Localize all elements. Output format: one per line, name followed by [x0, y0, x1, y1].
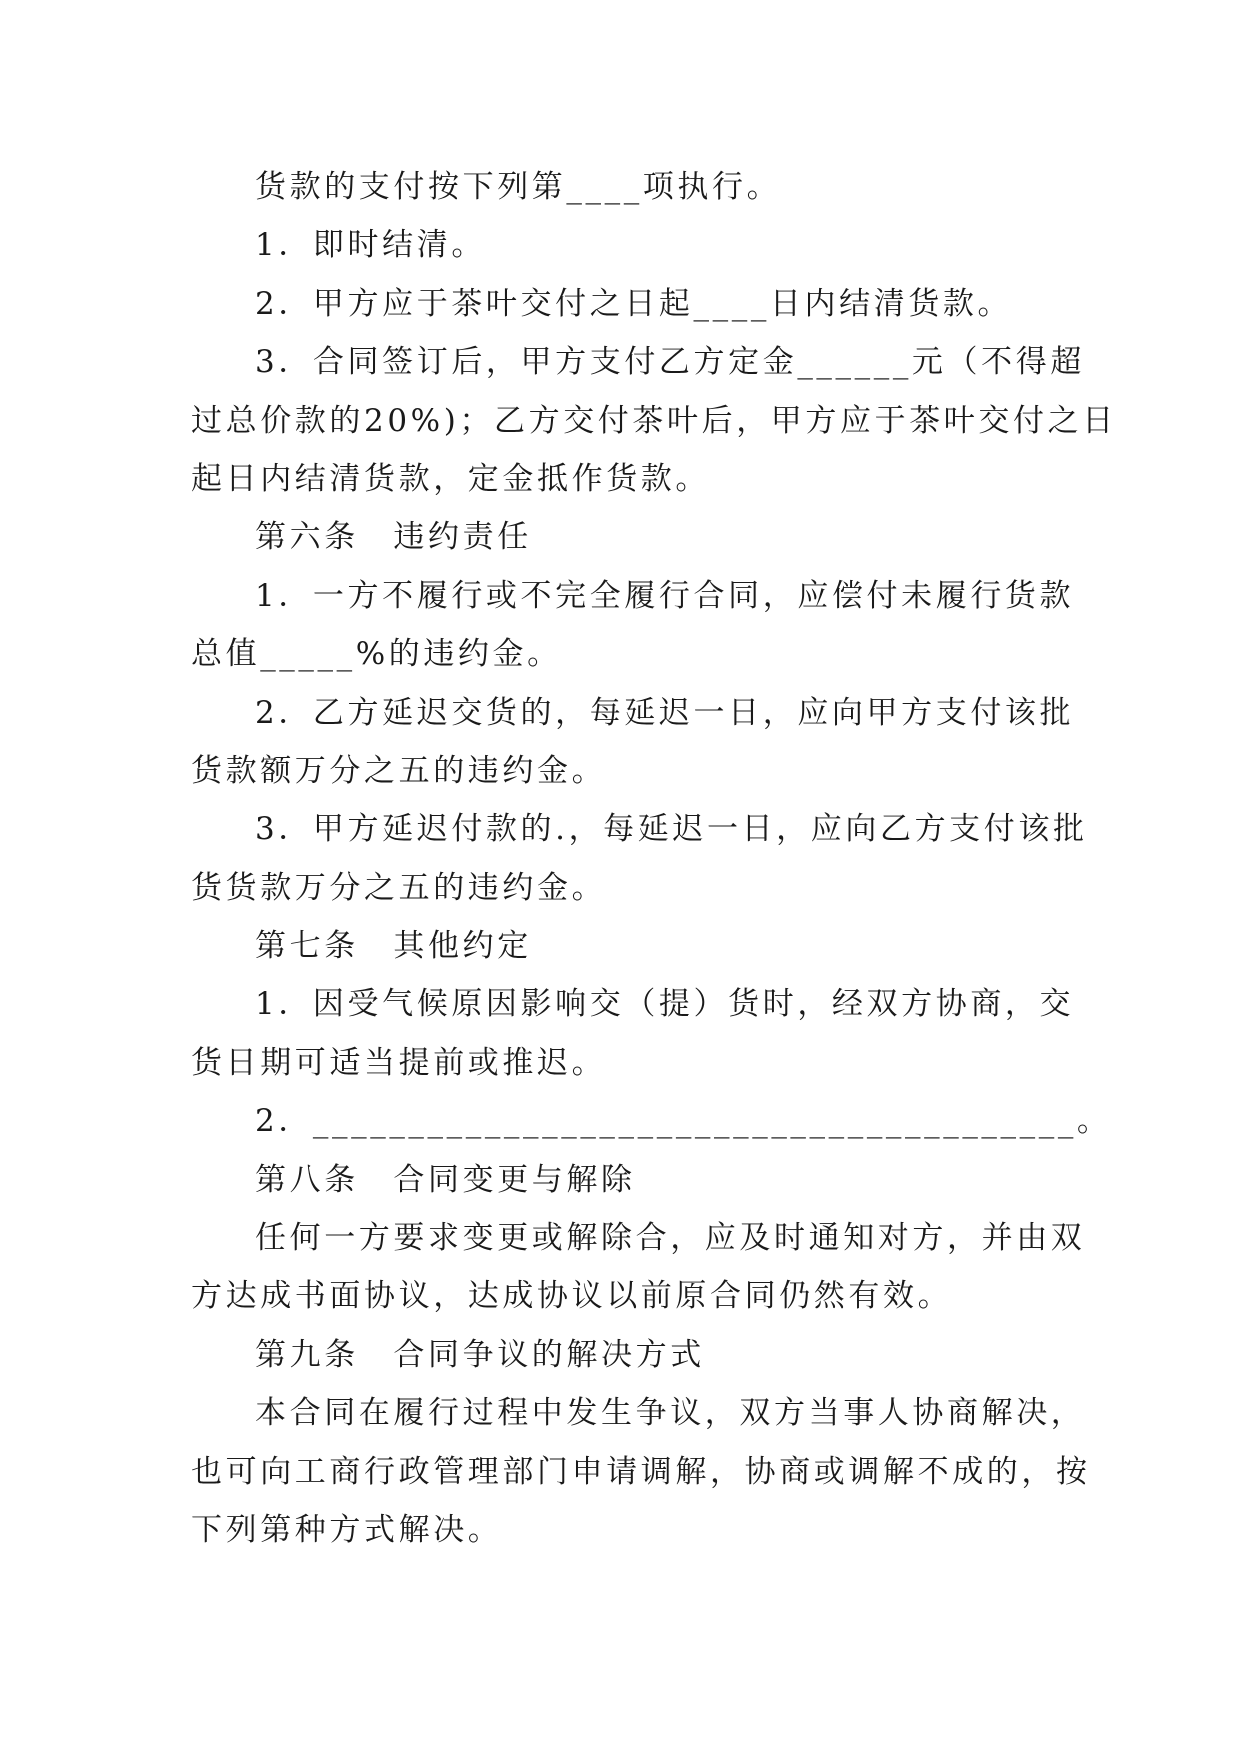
article-8-heading: 第八条 合同变更与解除	[255, 1161, 636, 1198]
payment-option-3: 3．合同签订后，甲方支付乙方定金______元（不得超	[255, 344, 1085, 381]
liability-item-3: 3．甲方延迟付款的.，每延迟一日，应向乙方支付该批	[255, 811, 1088, 848]
liability-item-2-cont: 货款额万分之五的违约金。	[191, 752, 607, 789]
liability-item-1: 1．一方不履行或不完全履行合同，应偿付未履行货款	[255, 577, 1075, 614]
article-6-heading: 第六条 违约责任	[255, 519, 532, 556]
dispute-paragraph: 本合同在履行过程中发生争议，双方当事人协商解决，	[255, 1395, 1086, 1432]
liability-item-3-cont: 货货款万分之五的违约金。	[191, 869, 607, 906]
document-body	[191, 158, 1117, 1559]
payment-option-3-cont-1: 过总价款的20%)；乙方交付茶叶后，甲方应于茶叶交付之日	[191, 402, 1117, 439]
payment-option-2: 2．甲方应于茶叶交付之日起____日内结清货款。	[255, 285, 1013, 322]
other-agreement-1-cont: 货日期可适当提前或推迟。	[191, 1044, 607, 1081]
payment-option-1: 1．即时结清。	[255, 227, 486, 264]
article-9-heading: 第九条 合同争议的解决方式	[255, 1336, 705, 1373]
other-agreement-2: 2．________________________________________。	[255, 1103, 1112, 1140]
article-7-heading: 第七条 其他约定	[255, 928, 532, 965]
payment-terms-intro: 货款的支付按下列第____项执行。	[255, 169, 782, 205]
other-agreement-1: 1．因受气候原因影响交（提）货时，经双方协商，交	[255, 986, 1075, 1023]
modification-paragraph: 任何一方要求变更或解除合，应及时通知对方，并由双	[255, 1220, 1086, 1257]
liability-item-1-cont: 总值_____%的违约金。	[191, 636, 562, 673]
payment-option-3-cont-2: 起日内结清货款，定金抵作货款。	[191, 460, 710, 497]
modification-paragraph-cont: 方达成书面协议，达成协议以前原合同仍然有效。	[191, 1278, 953, 1315]
liability-item-2: 2．乙方延迟交货的，每延迟一日，应向甲方支付该批	[255, 694, 1075, 731]
dispute-paragraph-cont-1: 也可向工商行政管理部门申请调解，协商或调解不成的，按	[191, 1453, 1091, 1490]
dispute-paragraph-cont-2: 下列第种方式解决。	[191, 1511, 503, 1548]
